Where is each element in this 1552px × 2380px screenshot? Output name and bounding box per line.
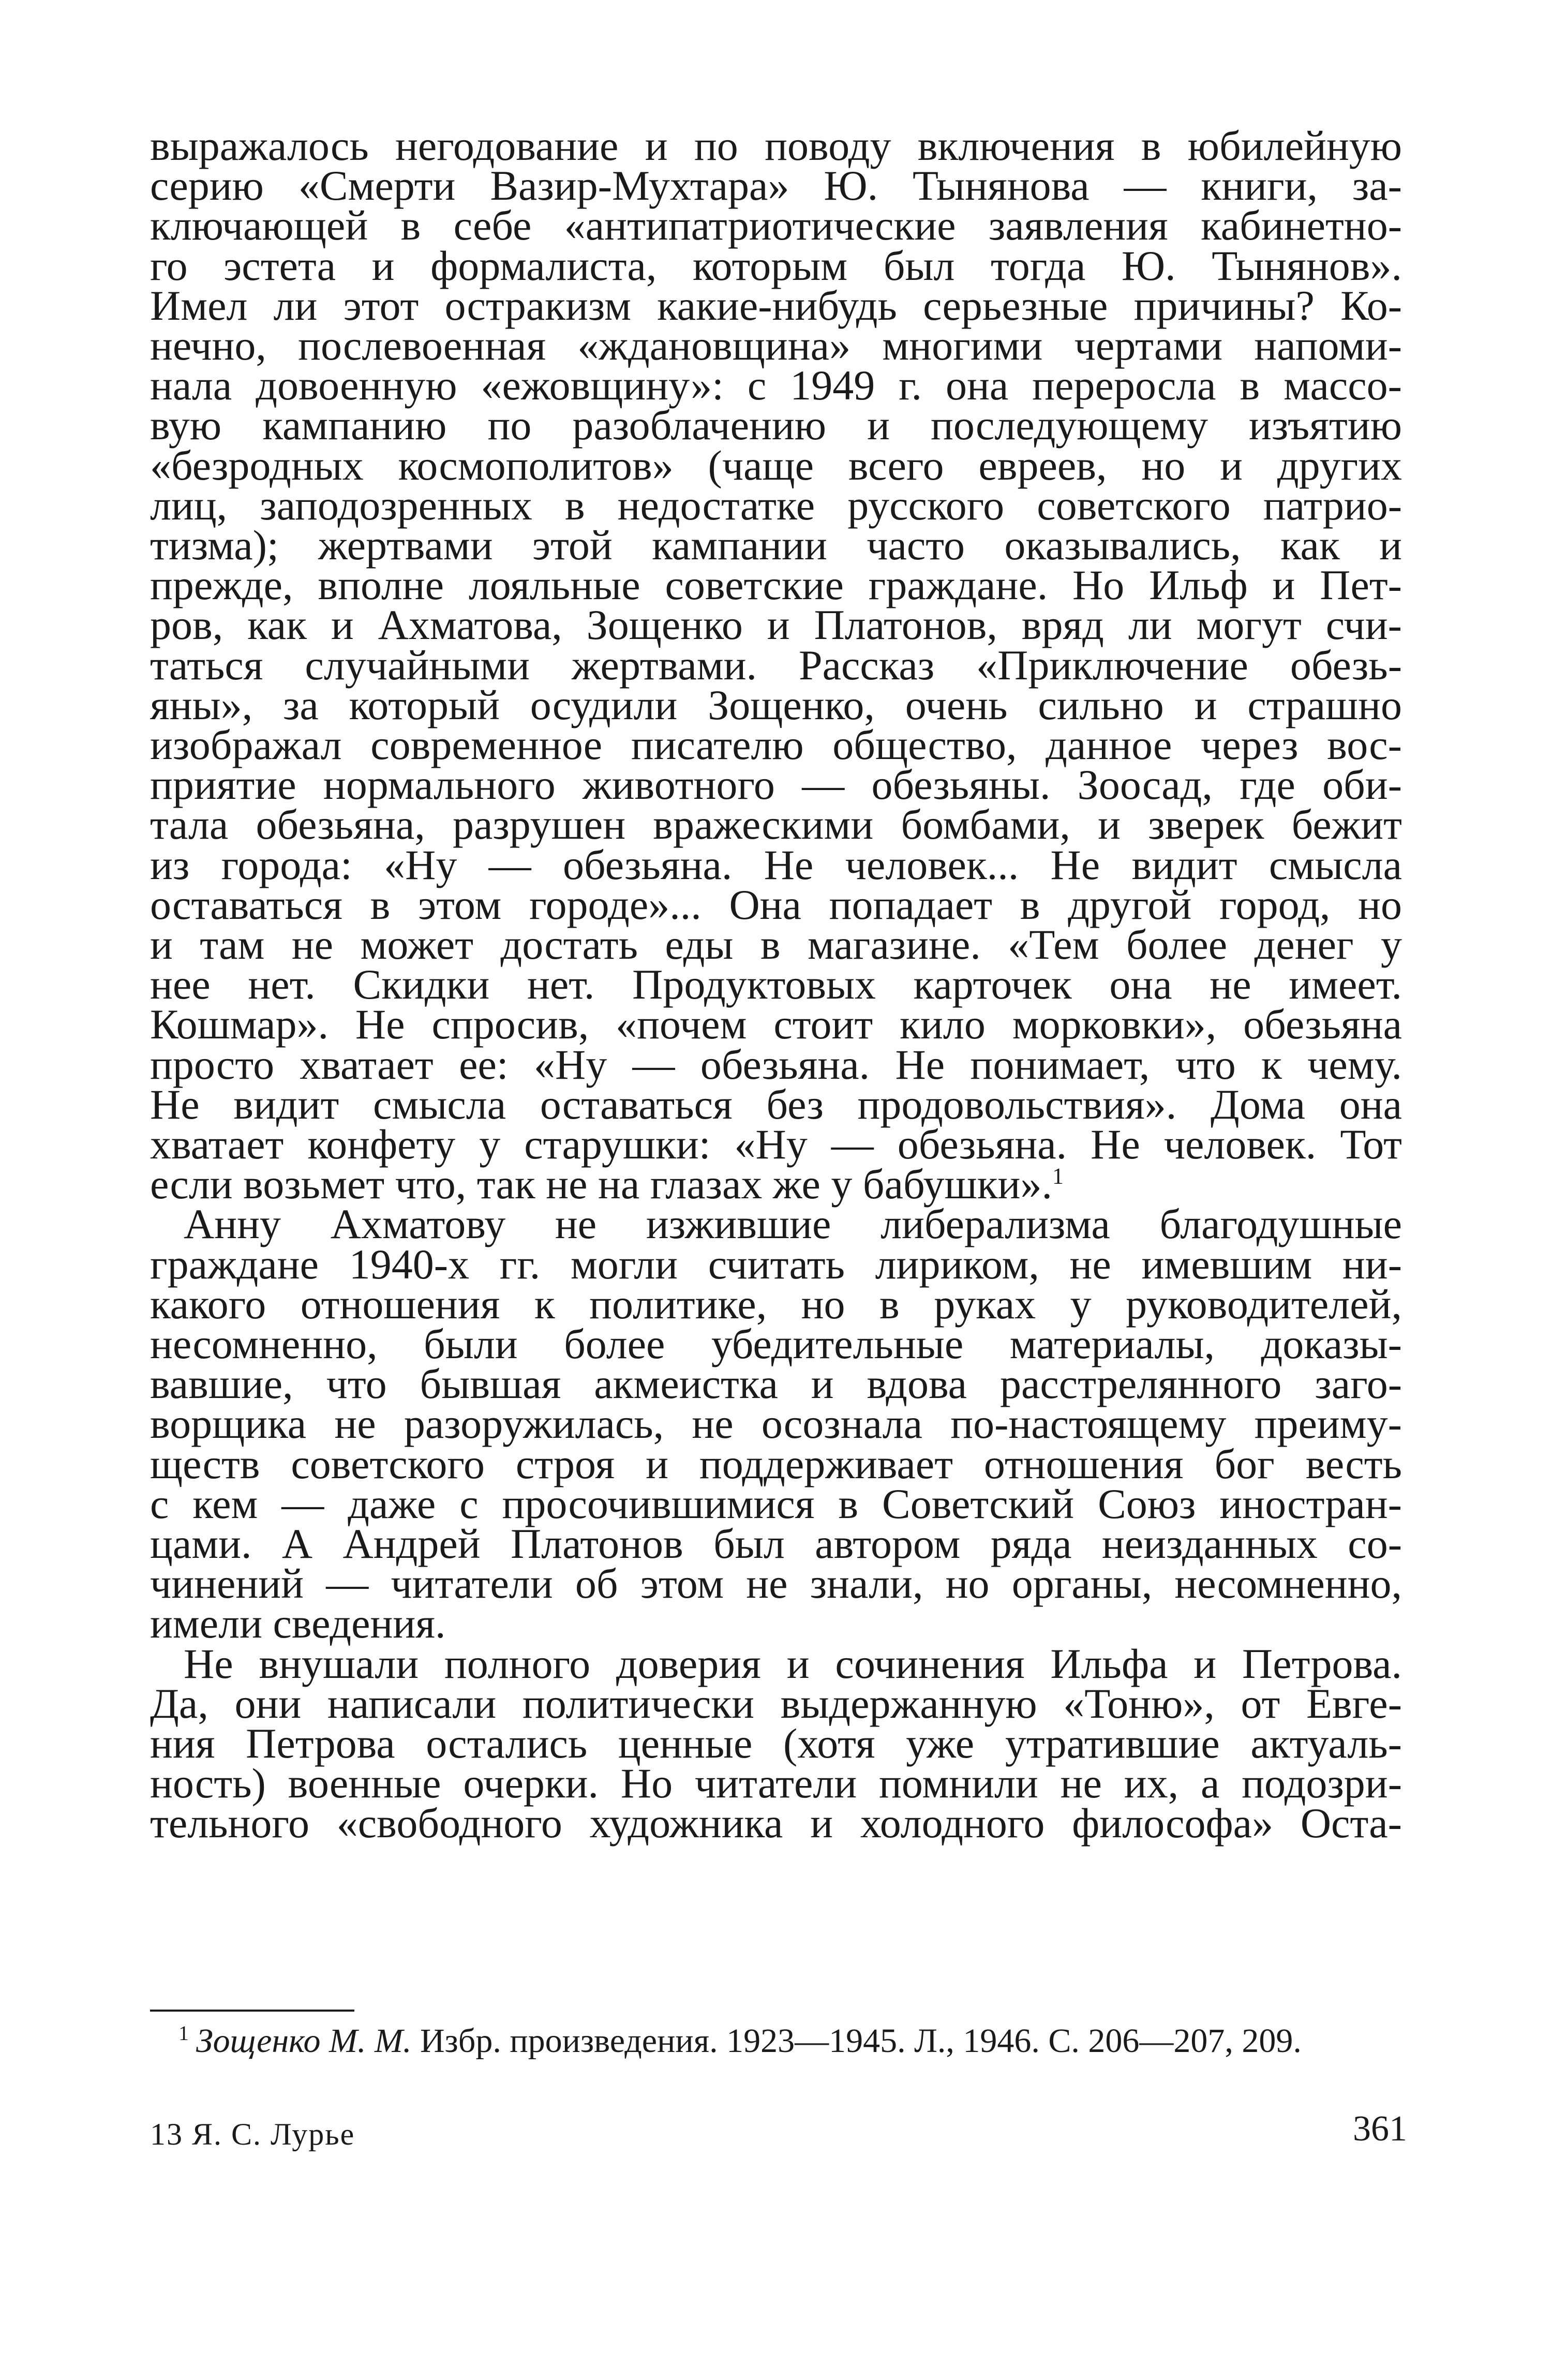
text-line-content: нее нет. Скидки нет. Продуктовых карточек она не имеет. [150,961,1402,1008]
text-line-content: таться случайными жертвами. Рассказ «Приключение обезь- [150,641,1402,689]
text-line-content: просто хватает ее: «Ну — обезьяна. Не понимает, что к чему. [150,1040,1402,1088]
text-line-content: Имел ли этот остракизм какие-нибудь серьезные причины? Ко- [150,281,1402,329]
text-line-content: изображал современное писателю общество, данное через вос- [150,721,1402,768]
text-line-content: вую кампанию по разоблачению и последующему изъятию [150,401,1402,449]
text-line-content: Анну Ахматову не изжившие либерализма благодушные [184,1200,1402,1248]
footnote-reference: 1 [1052,1163,1064,1189]
footnote [178,2018,1420,2064]
text-line-content: цами. А Андрей Платонов был автором ряда неизданных со- [150,1520,1402,1567]
page-number: 361 [1353,2109,1407,2149]
text-line-content: оставаться в этом городе»... Она попадает в другой город, но [150,881,1402,928]
printer-signature: 13 Я. С. Лурье [150,2117,355,2151]
text-line-content: лиц, заподозренных в недостатке русского советского патрио- [150,481,1402,529]
text-line-content: ров, как и Ахматова, Зощенко и Платонов, вряд ли могут счи- [150,601,1402,649]
footnote-mark: 1 [178,2021,189,2045]
text-line [150,1797,1402,1849]
text-line-content: яны», за который осудили Зощенко, очень сильно и страшно [150,681,1402,728]
text-line-content: вавшие, что бывшая акмеистка и вдова расстрелянного заго- [150,1360,1402,1408]
text-line-content: если возьмет что, так не на глазах же у бабушки». [150,1161,1052,1208]
text-line-content: и там не может достать еды в магазине. «Тем более денег у [150,921,1402,968]
text-line-content: чинений — читатели об этом не знали, но органы, несомненно, [150,1560,1402,1608]
text-line-content: ществ советского строя и поддерживает отношения бог весть [150,1440,1402,1488]
text-line-content: Не видит смысла оставаться без продовольствия». Дома она [150,1080,1402,1128]
footnote-text: Избр. произведения. 1923—1945. Л., 1946. С. 206—207, 209. [420,2022,1302,2060]
text-line-content: ключающей в себе «антипатриотические заявления кабинетно- [150,202,1402,249]
text-line-content: прежде, вполне лояльные советские граждане. Но Ильф и Пет- [150,561,1402,609]
text-line-content: граждане 1940-х гг. могли считать лириком, не имевшим ни- [150,1240,1402,1288]
text-line-content: «безродных космополитов» (чаще всего евреев, но и других [150,441,1402,489]
text-line-content: приятие нормального животного — обезьяны. Зоосад, где оби- [150,761,1402,809]
text-line-content: из города: «Ну — обезьяна. Не человек... Не видит смысла [150,841,1402,888]
text-line-content: нечно, послевоенная «ждановщина» многими чертами напоми- [150,322,1402,369]
text-line-content: какого отношения к политике, но в руках у руководителей, [150,1280,1402,1328]
text-line-content: тала обезьяна, разрушен вражескими бомбами, и зверек бежит [150,801,1402,849]
text-line-content: го эстета и формалиста, которым был тогда Ю. Тынянов». [150,242,1402,289]
text-line-content: с кем — даже с просочившимися в Советский Союз иностран- [150,1480,1402,1527]
text-line-content: имели сведения. [150,1600,446,1647]
text-line-content: Кошмар». Не спросив, «почем стоит кило морковки», обезьяна [150,1001,1402,1048]
text-line-content: ния Петрова остались ценные (хотя уже утратившие актуаль- [150,1720,1402,1767]
text-line-content: тельного «свободного художника и холодного философа» Оста- [150,1799,1402,1847]
text-line-content: тизма); жертвами этой кампании часто оказывались, как и [150,522,1402,569]
text-line-content: Не внушали полного доверия и сочинения Ильфа и Петрова. [184,1640,1402,1687]
text-line-content: выражалось негодование и по поводу включения в юбилейную [150,122,1402,169]
text-line-content: хватает конфету у старушки: «Ну — обезьяна. Не человек. Тот [150,1121,1402,1168]
text-line-content: ворщика не разоружилась, не осознала по-настоящему преиму- [150,1400,1402,1448]
footnote-author: Зощенко М. М. [196,2022,412,2060]
text-line-content: Да, они написали политически выдержанную «Тоню», от Евге- [150,1679,1402,1727]
text-line-content: серию «Смерти Вазир-Мухтара» Ю. Тынянова — книги, за- [150,162,1402,210]
text-line-content: нала довоенную «ежовщину»: с 1949 г. она переросла в массо- [150,362,1402,409]
text-line-content: несомненно, были более убедительные материалы, доказы- [150,1320,1402,1367]
footnote-separator [150,2010,354,2012]
text-line-content: ность) военные очерки. Но читатели помнили не их, а подозри- [150,1760,1402,1807]
